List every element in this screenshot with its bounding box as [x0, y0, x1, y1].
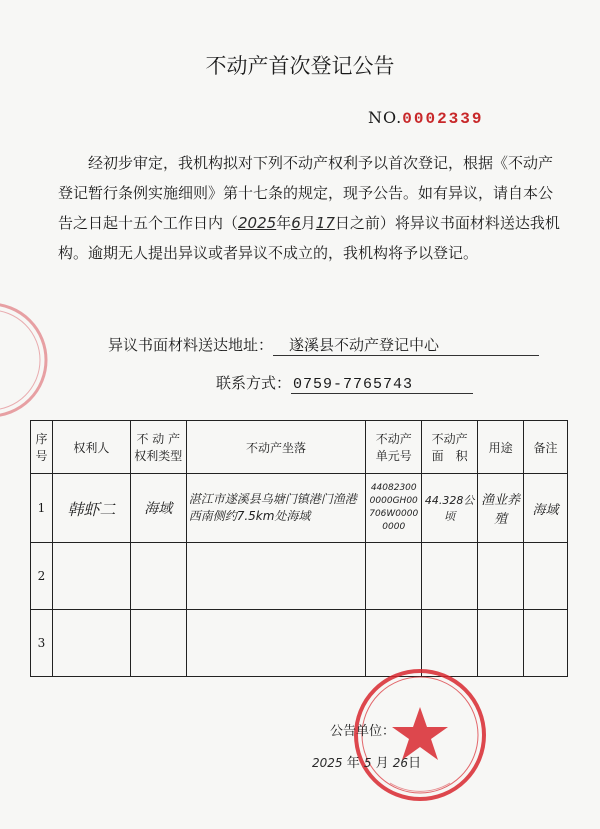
issuer-line	[330, 720, 395, 739]
notice-paragraph-part2: 日之前）将异议书面材料送达我机构。逾期无人提出异议或者异议不成立的，我机构将予以登记。	[58, 214, 560, 262]
header-seq: 序号	[31, 421, 53, 474]
document-number	[368, 108, 483, 128]
cell-usage	[478, 543, 524, 610]
document-number-value: 0002339	[402, 110, 484, 128]
cell-location	[186, 543, 366, 610]
cell-area: 44.328公顷	[422, 474, 478, 543]
cell-seq: 3	[31, 610, 53, 677]
header-remark: 备注	[524, 421, 568, 474]
cell-remark	[524, 543, 568, 610]
cell-location	[186, 610, 366, 677]
address-value: 遂溪县不动产登记中心	[273, 334, 539, 356]
issue-day-char: 日	[408, 756, 422, 771]
contact-info	[216, 372, 473, 394]
header-location: 不动产坐落	[186, 421, 366, 474]
notice-body	[58, 148, 560, 268]
cell-owner	[52, 543, 130, 610]
handwritten-issue-month: 5	[363, 756, 372, 770]
cell-usage: 渔业养殖	[478, 474, 524, 543]
cell-right-type: 海域	[130, 474, 186, 543]
year-suffix: 年	[276, 214, 292, 232]
notice-title: 不动产首次登记公告	[205, 54, 395, 78]
objection-address	[108, 334, 539, 356]
handwritten-issue-year: 2025	[312, 756, 343, 770]
registration-table	[30, 420, 568, 677]
header-usage: 用途	[478, 421, 524, 474]
table-row	[31, 543, 568, 610]
issue-year-char: 年	[346, 756, 360, 771]
cell-unit-no: 440823000000GH00706W00000000	[366, 474, 422, 543]
issue-date	[312, 752, 421, 771]
cell-area	[422, 543, 478, 610]
handwritten-deadline-day: 17	[315, 214, 335, 232]
cell-right-type	[130, 543, 186, 610]
cell-remark: 海域	[524, 474, 568, 543]
header-owner: 权利人	[52, 421, 130, 474]
phone-value: 0759-7765743	[291, 376, 473, 394]
issuer-label: 公告单位：	[330, 724, 396, 739]
cell-seq: 1	[31, 474, 53, 543]
cell-owner: 韩虾二	[52, 474, 130, 543]
cell-location: 湛江市遂溪县乌塘门镇港门渔港西南侧约7.5km处海域	[186, 474, 366, 543]
address-label: 异议书面材料送达地址：	[108, 336, 274, 354]
partial-seal-left	[0, 290, 50, 430]
table-row	[31, 474, 568, 543]
document-number-prefix: NO.	[368, 108, 403, 127]
notice-paragraph-part1: 经初步审定，我机构拟对下列不动产权利予以首次登记，根据《不动产登记暂行条例实施细则》第十七条的规定，现予公告。如有异议，请自本公告之日起十五个工作日内（	[58, 154, 554, 232]
header-unit-no: 不动产 单元号	[366, 421, 422, 474]
header-area: 不动产 面 积	[422, 421, 478, 474]
handwritten-issue-day: 26	[392, 756, 409, 770]
month-suffix: 月	[300, 214, 316, 232]
cell-right-type	[130, 610, 186, 677]
cell-owner	[52, 610, 130, 677]
handwritten-deadline-month: 6	[291, 214, 301, 232]
header-right-type: 不 动 产 权利类型	[130, 421, 186, 474]
phone-label: 联系方式：	[216, 374, 292, 392]
cell-remark	[524, 610, 568, 677]
handwritten-deadline-year: 2025	[238, 214, 277, 232]
issue-month-char: 月	[375, 756, 389, 771]
cell-unit-no	[366, 543, 422, 610]
table-header-row	[31, 421, 568, 474]
cell-seq: 2	[31, 543, 53, 610]
